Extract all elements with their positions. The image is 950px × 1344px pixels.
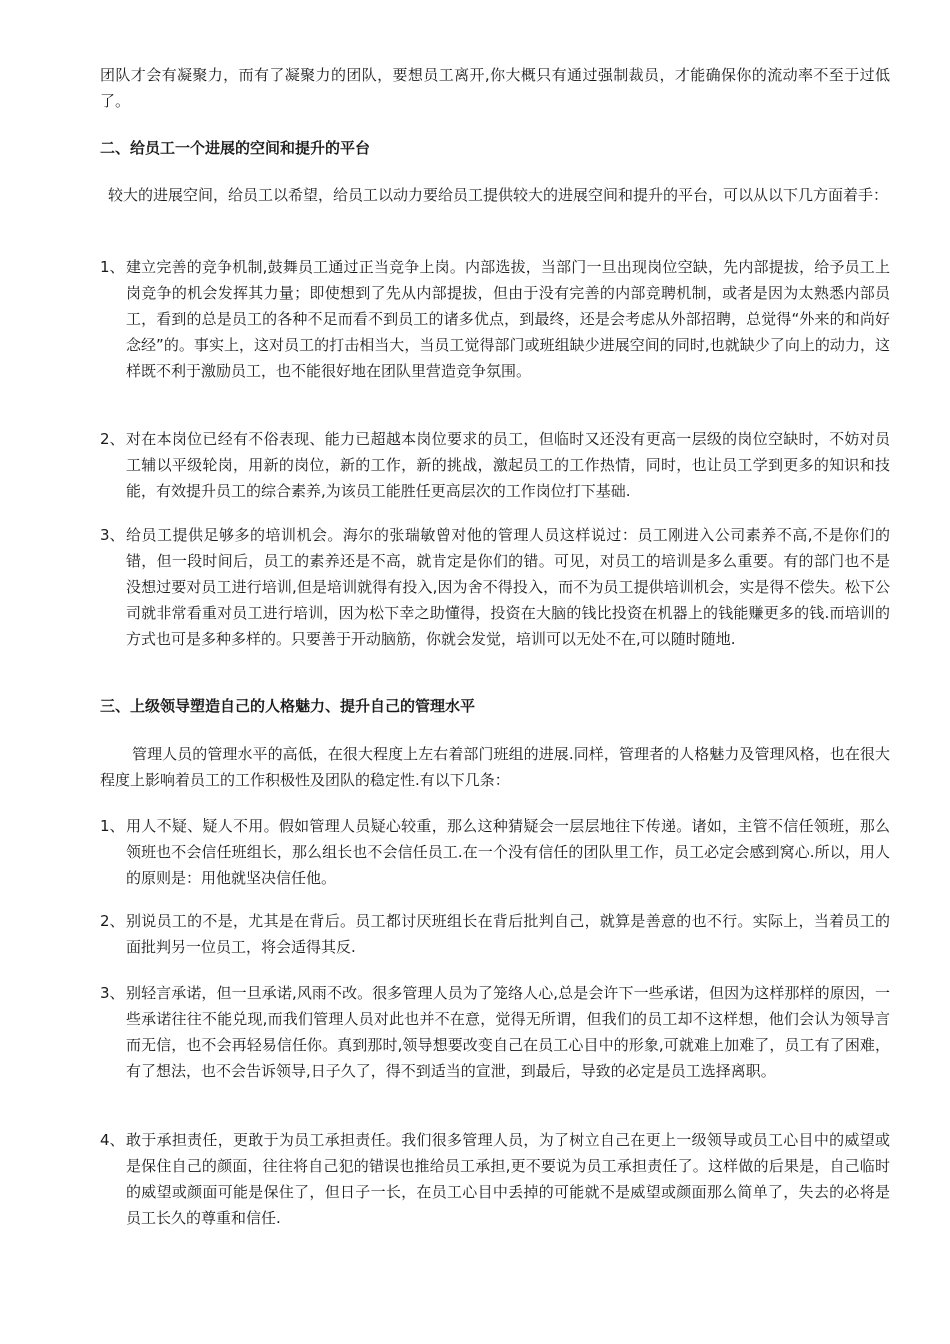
section-3-item-4 [100,1127,890,1231]
section-2-item-3 [100,522,890,652]
list-number: 3、 [100,984,125,1002]
section-2-item-2 [100,426,890,504]
list-item-text: 用人不疑、疑人不用。假如管理人员疑心较重，那么这种猜疑会一层层地往下传递。诸如，主管不信任领班，那么领班也不会信任班组长，那么组长也不会信任员工.在一个没有信任的团队里工作，员工必定会感到窝心.所以，用人的原则是：用他就坚决信任他。 [126,817,890,887]
intro-continuation-paragraph: 团队才会有凝聚力，而有了凝聚力的团队，要想员工离开,你大概只有通过强制裁员，才能确保你的流动率不至于过低了。 [100,66,890,110]
section-3-item-1 [100,813,890,891]
list-item-text: 别轻言承诺，但一旦承诺,风雨不改。很多管理人员为了笼络人心,总是会许下一些承诺，但因为这样那样的原因，一些承诺往往不能兑现,而我们管理人员对此也并不在意，觉得无所谓，但我们的员工却不这样想，他们会认为领导言而无信，也不会再轻易信任你。真到那时,领导想要改变自己在员工心目中的形象,可就难上加难了，员工有了困难，有了想法，也不会告诉领导,日子久了，得不到适当的宣泄，到最后，导致的必定是员工选择离职。 [126,984,890,1080]
section-3-heading: 三、上级领导塑造自己的人格魅力、提升自己的管理水平 [100,697,476,715]
section-2-item-1 [100,254,890,384]
section-3-item-3 [100,980,890,1084]
section-3-item-2 [100,908,890,960]
list-number: 1、 [100,258,125,276]
list-number: 3、 [100,526,125,544]
list-number: 4、 [100,1131,125,1149]
list-item-text: 别说员工的不是，尤其是在背后。员工都讨厌班组长在背后批判自己，就算是善意的也不行。实际上，当着员工的面批判另一位员工，将会适得其反. [126,912,890,956]
list-item-text: 对在本岗位已经有不俗表现、能力已超越本岗位要求的员工，但临时又还没有更高一层级的岗位空缺时，不妨对员工辅以平级轮岗，用新的岗位，新的工作，新的挑战，激起员工的工作热情，同时，也让员工学到更多的知识和技能，有效提升员工的综合素养,为该员工能胜任更高层次的工作岗位打下基础. [126,430,890,500]
list-item-text: 建立完善的竞争机制,鼓舞员工通过正当竞争上岗。内部选拔，当部门一旦出现岗位空缺，先内部提拔，给予员工上岗竞争的机会发挥其力量；即使想到了先从内部提拔，但由于没有完善的内部竞聘机制，或者是因为太熟悉内部员工，看到的总是员工的各种不足而看不到员工的诸多优点，到最终，还是会考虑从外部招聘，总觉得“外来的和尚好念经”的。事实上，这对员工的打击相当大，当员工觉得部门或班组缺少进展空间的同时,也就缺少了向上的动力，这样既不利于激励员工，也不能很好地在团队里营造竞争氛围。 [126,258,890,380]
section-2-heading: 二、给员工一个进展的空间和提升的平台 [100,139,371,157]
section-3-intro-paragraph: 管理人员的管理水平的高低，在很大程度上左右着部门班组的进展.同样，管理者的人格魅力及管理风格，也在很大程度上影响着员工的工作积极性及团队的稳定性.有以下几条： [100,745,890,789]
list-number: 2、 [100,912,125,930]
list-item-text: 给员工提供足够多的培训机会。海尔的张瑞敏曾对他的管理人员这样说过：员工刚进入公司素养不高,不是你们的错，但一段时间后，员工的素养还是不高，就肯定是你们的错。可见，对员工的培训是多么重要。有的部门也不是没想过要对员工进行培训,但是培训就得有投入,因为舍不得投入，而不为员工提供培训机会，实是得不偿失。松下公司就非常看重对员工进行培训，因为松下幸之助懂得，投资在大脑的钱比投资在机器上的钱能赚更多的钱.而培训的方式也可是多种多样的。只要善于开动脑筋，你就会发觉，培训可以无处不在,可以随时随地. [126,526,890,648]
list-number: 2、 [100,430,125,448]
section-2-intro-paragraph: 较大的进展空间，给员工以希望，给员工以动力要给员工提供较大的进展空间和提升的平台，可以从以下几方面着手： [108,186,889,204]
list-item-text: 敢于承担责任，更敢于为员工承担责任。我们很多管理人员，为了树立自己在更上一级领导或员工心目中的威望或是保住自己的颜面，往往将自己犯的错误也推给员工承担,更不要说为员工承担责任了。这样做的后果是，自己临时的威望或颜面可能是保住了，但日子一长，在员工心目中丢掉的可能就不是威望或颜面那么简单了，失去的必将是员工长久的尊重和信任. [126,1131,890,1227]
list-number: 1、 [100,817,125,835]
